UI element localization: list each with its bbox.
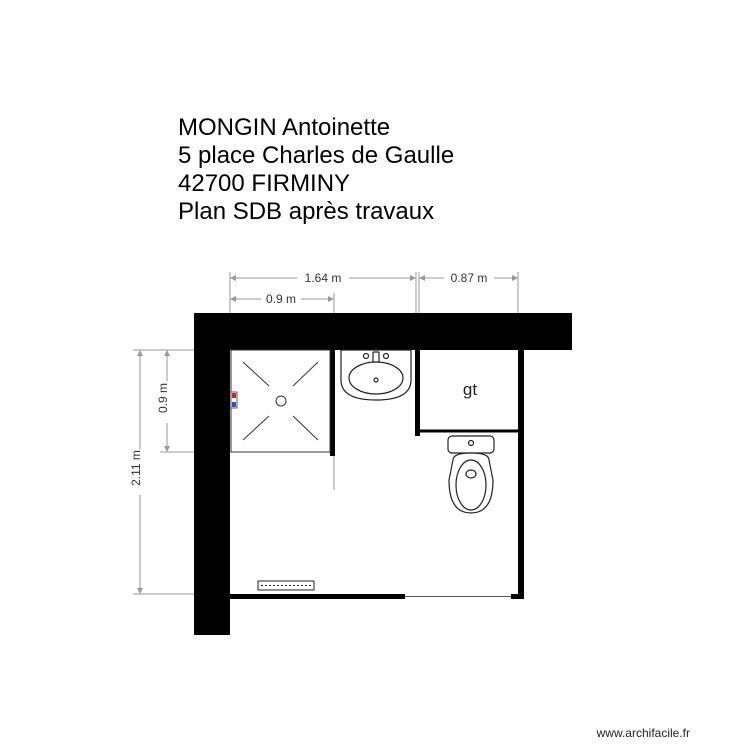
partition-shower [330, 350, 335, 456]
plan-title: Plan SDB après travaux [178, 198, 435, 225]
watermark: www.archifacile.fr [596, 726, 690, 740]
dim-left-shower: 0.9 m [156, 382, 170, 414]
wall-bottom-left [230, 594, 405, 599]
cupboard-label: gt [462, 380, 478, 399]
client-name: MONGIN Antoinette [178, 114, 391, 141]
dim-top-total: 1.64 m [304, 271, 342, 285]
dim-top-right: 0.87 m [450, 271, 488, 285]
dim-left-total: 2.11 m [129, 450, 143, 486]
client-city: 42700 FIRMINY [178, 170, 351, 197]
wall-top [194, 313, 572, 350]
wall-left [194, 313, 230, 635]
partition-cupboard [415, 350, 420, 436]
shower-valve [231, 392, 237, 408]
shower-tray [231, 350, 330, 452]
client-address: 5 place Charles de Gaulle [178, 142, 455, 169]
dim-top-shower: 0.9 m [265, 292, 297, 306]
toilet [448, 436, 494, 513]
washbasin [341, 350, 411, 400]
floor-grille [258, 581, 314, 590]
wall-right [518, 350, 524, 599]
